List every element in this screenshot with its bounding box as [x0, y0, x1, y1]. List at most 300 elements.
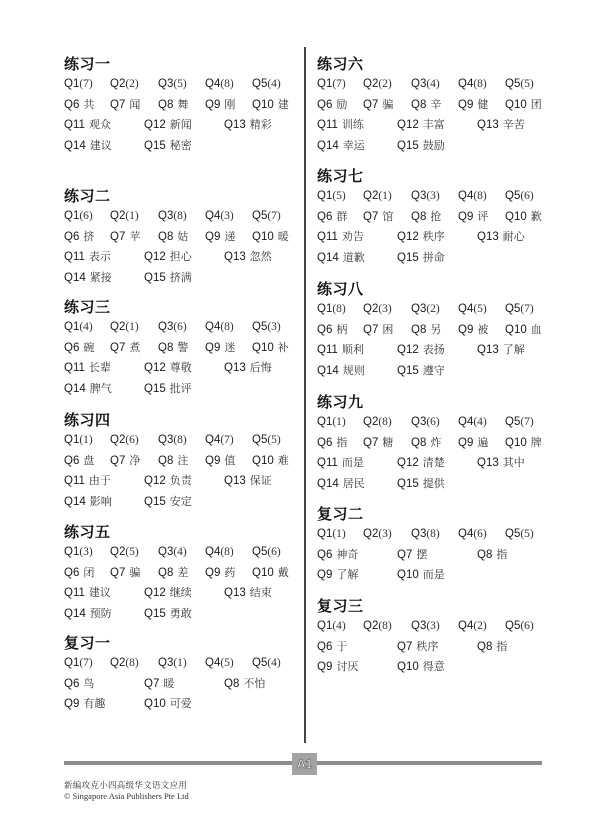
- answer-item: [64, 339, 94, 357]
- answer-value: (3): [220, 210, 234, 222]
- question-number: Q2: [363, 416, 379, 428]
- answer-item: [317, 546, 358, 564]
- answer-value: 指: [496, 547, 508, 561]
- question-number: Q12: [397, 119, 419, 132]
- question-number: Q11: [64, 475, 85, 488]
- answer-section: [317, 505, 557, 586]
- answer-item: [205, 228, 235, 246]
- question-number: Q14: [64, 139, 86, 152]
- answer-item: [363, 434, 393, 452]
- answer-value: 煮: [129, 340, 141, 354]
- answer-value: (2): [473, 620, 487, 632]
- question-number: Q4: [458, 78, 474, 90]
- answer-value: 迷: [224, 340, 236, 354]
- answer-value: 闻: [129, 97, 141, 111]
- answer-item: [205, 96, 235, 114]
- answer-value: 馆: [382, 209, 394, 223]
- answer-item: [158, 75, 187, 93]
- answer-value: 于: [336, 639, 348, 653]
- answer-item: [505, 300, 534, 318]
- answer-item: [397, 638, 438, 656]
- answer-section: [64, 411, 304, 513]
- answer-item: [144, 380, 192, 398]
- answer-item: [64, 584, 111, 602]
- answer-row: [317, 228, 557, 248]
- answer-item: [363, 617, 392, 635]
- answer-item: [64, 654, 93, 672]
- answer-value: 歉: [530, 209, 542, 223]
- question-number: Q8: [411, 210, 427, 223]
- answer-value: 安定: [169, 494, 192, 508]
- question-number: Q14: [64, 495, 86, 508]
- answer-value: 摆: [416, 547, 428, 561]
- answer-item: [317, 96, 347, 114]
- answer-item: [158, 228, 188, 246]
- answer-item: [317, 137, 365, 155]
- answer-value: 评: [477, 209, 489, 223]
- answer-item: [110, 564, 140, 582]
- answer-value: (3): [426, 620, 440, 632]
- answer-value: 道歉: [342, 250, 365, 264]
- question-number: Q1: [317, 528, 333, 540]
- answer-value: 递: [224, 229, 236, 243]
- answer-value: 刚: [224, 97, 236, 111]
- question-number: Q6: [317, 548, 333, 561]
- question-number: Q9: [205, 454, 221, 467]
- question-number: Q8: [158, 566, 174, 579]
- answer-item: [317, 658, 358, 676]
- answer-item: [411, 208, 441, 226]
- answer-item: [224, 248, 272, 266]
- answer-item: [397, 658, 445, 676]
- question-number: Q8: [411, 98, 427, 111]
- answer-item: [144, 695, 192, 713]
- answer-item: [144, 116, 192, 134]
- question-number: Q9: [205, 341, 221, 354]
- answer-row: [317, 187, 557, 207]
- question-number: Q3: [411, 416, 427, 428]
- answer-row: [317, 525, 557, 545]
- question-number: Q9: [458, 98, 474, 111]
- answer-value: (1): [332, 416, 346, 428]
- answer-value: 抢: [430, 209, 442, 223]
- question-number: Q1: [317, 620, 333, 632]
- answer-value: (5): [520, 528, 534, 540]
- answer-item: [397, 228, 445, 246]
- question-number: Q10: [505, 210, 527, 223]
- answer-value: (8): [332, 303, 346, 315]
- question-number: Q1: [64, 434, 80, 446]
- answer-item: [224, 584, 272, 602]
- question-number: Q4: [458, 416, 474, 428]
- answer-value: 紧接: [89, 270, 112, 284]
- question-number: Q2: [110, 210, 126, 222]
- section-title: 练习四: [64, 411, 111, 429]
- question-number: Q7: [363, 436, 379, 449]
- answer-item: [363, 187, 392, 205]
- answer-value: (1): [125, 321, 139, 333]
- question-number: Q6: [317, 436, 333, 449]
- question-number: Q11: [64, 251, 85, 264]
- answer-row: [64, 431, 304, 451]
- answer-item: [317, 228, 364, 246]
- answer-item: [458, 525, 487, 543]
- answer-item: [64, 359, 111, 377]
- answer-value: 保证: [249, 474, 272, 488]
- question-number: Q14: [317, 251, 339, 264]
- answer-value: 不怕: [243, 676, 266, 690]
- answer-value: 苹: [129, 229, 141, 243]
- answer-row: [64, 137, 304, 157]
- answer-row: [64, 472, 304, 492]
- question-number: Q1: [317, 303, 333, 315]
- answer-row: [64, 339, 304, 359]
- answer-value: 净: [129, 453, 141, 467]
- question-number: Q1: [64, 657, 80, 669]
- section-title: 练习七: [317, 167, 364, 185]
- answer-item: [477, 116, 525, 134]
- answer-value: (5): [125, 546, 139, 558]
- answer-item: [64, 269, 112, 287]
- answer-row: [64, 452, 304, 472]
- question-number: Q6: [317, 98, 333, 111]
- answer-item: [458, 75, 487, 93]
- answer-item: [505, 617, 534, 635]
- question-number: Q11: [317, 231, 338, 244]
- answer-value: 炸: [430, 435, 442, 449]
- answer-item: [458, 434, 488, 452]
- answer-item: [144, 584, 192, 602]
- answer-item: [252, 207, 281, 225]
- answer-item: [317, 617, 346, 635]
- question-number: Q12: [397, 457, 419, 470]
- question-number: Q14: [317, 364, 339, 377]
- question-number: Q8: [158, 98, 174, 111]
- question-number: Q2: [110, 78, 126, 90]
- answer-value: 暖: [163, 676, 175, 690]
- question-number: Q1: [64, 321, 80, 333]
- section-title: 复习一: [64, 634, 111, 652]
- answer-value: (8): [426, 528, 440, 540]
- answer-value: (6): [79, 210, 93, 222]
- question-number: Q7: [110, 341, 126, 354]
- question-number: Q7: [110, 566, 126, 579]
- answer-value: 困: [382, 322, 394, 336]
- answer-item: [505, 96, 542, 114]
- answer-item: [317, 434, 347, 452]
- question-number: Q9: [64, 698, 80, 711]
- answer-value: 而是: [341, 456, 364, 470]
- question-number: Q13: [477, 231, 499, 244]
- question-number: Q14: [317, 139, 339, 152]
- answer-value: 柄: [336, 322, 348, 336]
- question-number: Q5: [505, 190, 521, 202]
- answer-value: 勇敢: [169, 606, 192, 620]
- answer-value: 值: [224, 453, 236, 467]
- answer-value: 指: [496, 639, 508, 653]
- answer-item: [64, 228, 94, 246]
- answer-row: [317, 96, 557, 116]
- answer-value: (5): [220, 657, 234, 669]
- question-number: Q4: [458, 620, 474, 632]
- answer-item: [411, 434, 441, 452]
- question-number: Q4: [205, 434, 221, 446]
- question-number: Q13: [224, 119, 246, 132]
- answer-item: [158, 431, 187, 449]
- section-title: 练习三: [64, 298, 111, 316]
- answer-section: [317, 393, 557, 495]
- answer-item: [397, 249, 445, 267]
- answer-value: (7): [79, 78, 93, 90]
- answer-value: 难: [277, 453, 289, 467]
- answer-item: [505, 525, 534, 543]
- answer-value: (8): [473, 190, 487, 202]
- answer-item: [144, 269, 192, 287]
- answer-row: [317, 341, 557, 361]
- answer-row: [64, 96, 304, 116]
- answer-value: (3): [426, 190, 440, 202]
- answer-item: [64, 137, 112, 155]
- question-number: Q11: [64, 587, 85, 600]
- answer-value: 秩序: [422, 230, 445, 244]
- answer-value: 励: [336, 97, 348, 111]
- answer-item: [397, 454, 445, 472]
- question-number: Q10: [505, 436, 527, 449]
- answer-value: 顺利: [341, 343, 364, 357]
- answer-row: [317, 566, 557, 586]
- answer-item: [317, 362, 365, 380]
- answer-item: [158, 339, 188, 357]
- answer-item: [110, 207, 139, 225]
- answer-item: [110, 431, 139, 449]
- answer-value: 挤满: [169, 270, 192, 284]
- answer-item: [363, 321, 393, 339]
- answer-item: [205, 431, 234, 449]
- answer-item: [110, 654, 139, 672]
- answer-section: [317, 280, 557, 382]
- answer-value: (7): [267, 210, 281, 222]
- answer-row: [317, 300, 557, 320]
- question-number: Q15: [397, 364, 419, 377]
- answer-value: 补: [277, 340, 289, 354]
- question-number: Q4: [458, 190, 474, 202]
- question-number: Q5: [252, 434, 268, 446]
- answer-item: [252, 543, 281, 561]
- answer-value: (7): [79, 657, 93, 669]
- answer-value: (3): [267, 321, 281, 333]
- answer-item: [252, 654, 281, 672]
- answer-value: (8): [220, 78, 234, 90]
- answer-row: [64, 605, 304, 625]
- answer-item: [205, 318, 234, 336]
- answer-value: 得意: [422, 660, 445, 674]
- answer-item: [317, 475, 365, 493]
- answer-value: 精彩: [249, 118, 272, 132]
- question-number: Q13: [224, 251, 246, 264]
- section-title: 练习八: [317, 280, 364, 298]
- question-number: Q4: [458, 528, 474, 540]
- answer-section: [317, 597, 557, 678]
- answer-row: [64, 493, 304, 513]
- answer-value: 建议: [88, 586, 111, 600]
- answer-item: [252, 75, 281, 93]
- question-number: Q13: [477, 119, 499, 132]
- question-number: Q7: [363, 210, 379, 223]
- answer-value: (4): [426, 78, 440, 90]
- answer-item: [110, 339, 140, 357]
- answer-value: 血: [530, 322, 542, 336]
- answer-item: [158, 318, 187, 336]
- answer-value: (1): [79, 434, 93, 446]
- answer-value: 劝告: [341, 230, 364, 244]
- question-number: Q9: [205, 230, 221, 243]
- answer-item: [158, 543, 187, 561]
- answer-item: [458, 413, 487, 431]
- answer-value: 警: [177, 340, 189, 354]
- answer-value: (1): [378, 190, 392, 202]
- answer-item: [397, 116, 445, 134]
- answer-row: [317, 658, 557, 678]
- answer-value: (6): [173, 321, 187, 333]
- answer-value: 暖: [277, 229, 289, 243]
- answer-item: [64, 75, 93, 93]
- answer-item: [477, 546, 507, 564]
- answer-value: 共: [83, 97, 95, 111]
- answer-value: 建议: [89, 138, 112, 152]
- question-number: Q3: [411, 303, 427, 315]
- question-number: Q9: [205, 98, 221, 111]
- answer-value: 表示: [88, 250, 111, 264]
- answer-value: 讨厌: [336, 660, 359, 674]
- answer-value: 居民: [342, 476, 365, 490]
- answer-value: (8): [473, 78, 487, 90]
- answer-value: 尊敬: [169, 361, 192, 375]
- answer-section: [317, 55, 557, 157]
- answer-item: [205, 339, 235, 357]
- page-number-badge: A1: [292, 753, 317, 775]
- answer-value: 提供: [422, 476, 445, 490]
- answer-row: [317, 617, 557, 637]
- question-number: Q15: [144, 382, 166, 395]
- answer-value: 长辈: [88, 361, 111, 375]
- question-number: Q2: [363, 78, 379, 90]
- question-number: Q10: [505, 323, 527, 336]
- answer-item: [110, 318, 139, 336]
- answer-item: [317, 638, 347, 656]
- answer-row: [64, 269, 304, 289]
- question-number: Q14: [64, 382, 86, 395]
- answer-item: [363, 300, 392, 318]
- answer-item: [317, 321, 347, 339]
- answer-value: (5): [520, 78, 534, 90]
- answer-value: 辛苦: [502, 118, 525, 132]
- answer-value: 盘: [83, 453, 95, 467]
- section-title: 练习一: [64, 55, 111, 73]
- answer-item: [64, 605, 112, 623]
- answer-value: (2): [426, 303, 440, 315]
- answer-value: (5): [332, 190, 346, 202]
- answer-item: [64, 675, 94, 693]
- question-number: Q12: [397, 344, 419, 357]
- answer-value: (8): [378, 620, 392, 632]
- question-number: Q4: [205, 321, 221, 333]
- answer-item: [144, 137, 192, 155]
- question-number: Q2: [110, 657, 126, 669]
- answer-item: [144, 493, 192, 511]
- answer-section: [64, 298, 304, 400]
- question-number: Q10: [252, 341, 274, 354]
- answer-item: [224, 359, 272, 377]
- answer-value: 遵守: [422, 363, 445, 377]
- question-number: Q6: [64, 454, 80, 467]
- question-number: Q3: [411, 190, 427, 202]
- answer-item: [224, 472, 272, 490]
- answer-value: 差: [177, 565, 189, 579]
- footer-copyright: © Singapore Asia Publishers Pte Ltd: [64, 791, 189, 801]
- answer-item: [317, 413, 346, 431]
- question-number: Q2: [110, 321, 126, 333]
- question-number: Q5: [505, 78, 521, 90]
- answer-item: [144, 248, 192, 266]
- answer-row: [317, 475, 557, 495]
- question-number: Q13: [224, 475, 246, 488]
- question-number: Q5: [252, 546, 268, 558]
- question-number: Q11: [64, 119, 85, 132]
- answer-value: 指: [336, 435, 348, 449]
- question-number: Q6: [64, 341, 80, 354]
- question-number: Q5: [252, 78, 268, 90]
- answer-item: [205, 452, 235, 470]
- answer-item: [64, 318, 93, 336]
- answer-item: [144, 359, 192, 377]
- answer-item: [110, 543, 139, 561]
- question-number: Q13: [224, 587, 246, 600]
- question-number: Q1: [317, 416, 333, 428]
- answer-item: [397, 546, 427, 564]
- question-number: Q12: [144, 251, 166, 264]
- question-number: Q14: [64, 607, 86, 620]
- question-number: Q9: [458, 436, 474, 449]
- answer-value: 脾气: [89, 381, 112, 395]
- answer-value: (6): [267, 546, 281, 558]
- answer-value: 碗: [83, 340, 95, 354]
- answer-row: [317, 454, 557, 474]
- answer-item: [477, 454, 525, 472]
- answer-value: 被: [477, 322, 489, 336]
- answer-row: [317, 208, 557, 228]
- column-divider: [304, 47, 306, 743]
- question-number: Q6: [64, 677, 80, 690]
- question-number: Q3: [158, 546, 174, 558]
- question-number: Q10: [397, 661, 419, 674]
- question-number: Q6: [64, 98, 80, 111]
- answer-value: 秩序: [416, 639, 439, 653]
- answer-item: [505, 208, 542, 226]
- question-number: Q15: [397, 251, 419, 264]
- answer-value: 有趣: [83, 697, 106, 711]
- answer-value: (6): [520, 190, 534, 202]
- answer-value: 骗: [129, 565, 141, 579]
- question-number: Q7: [110, 230, 126, 243]
- answer-value: (4): [473, 416, 487, 428]
- answer-item: [317, 249, 365, 267]
- question-number: Q3: [158, 657, 174, 669]
- question-number: Q9: [317, 569, 333, 582]
- question-number: Q2: [363, 303, 379, 315]
- answer-item: [110, 96, 140, 114]
- answer-item: [317, 75, 346, 93]
- question-number: Q12: [397, 231, 419, 244]
